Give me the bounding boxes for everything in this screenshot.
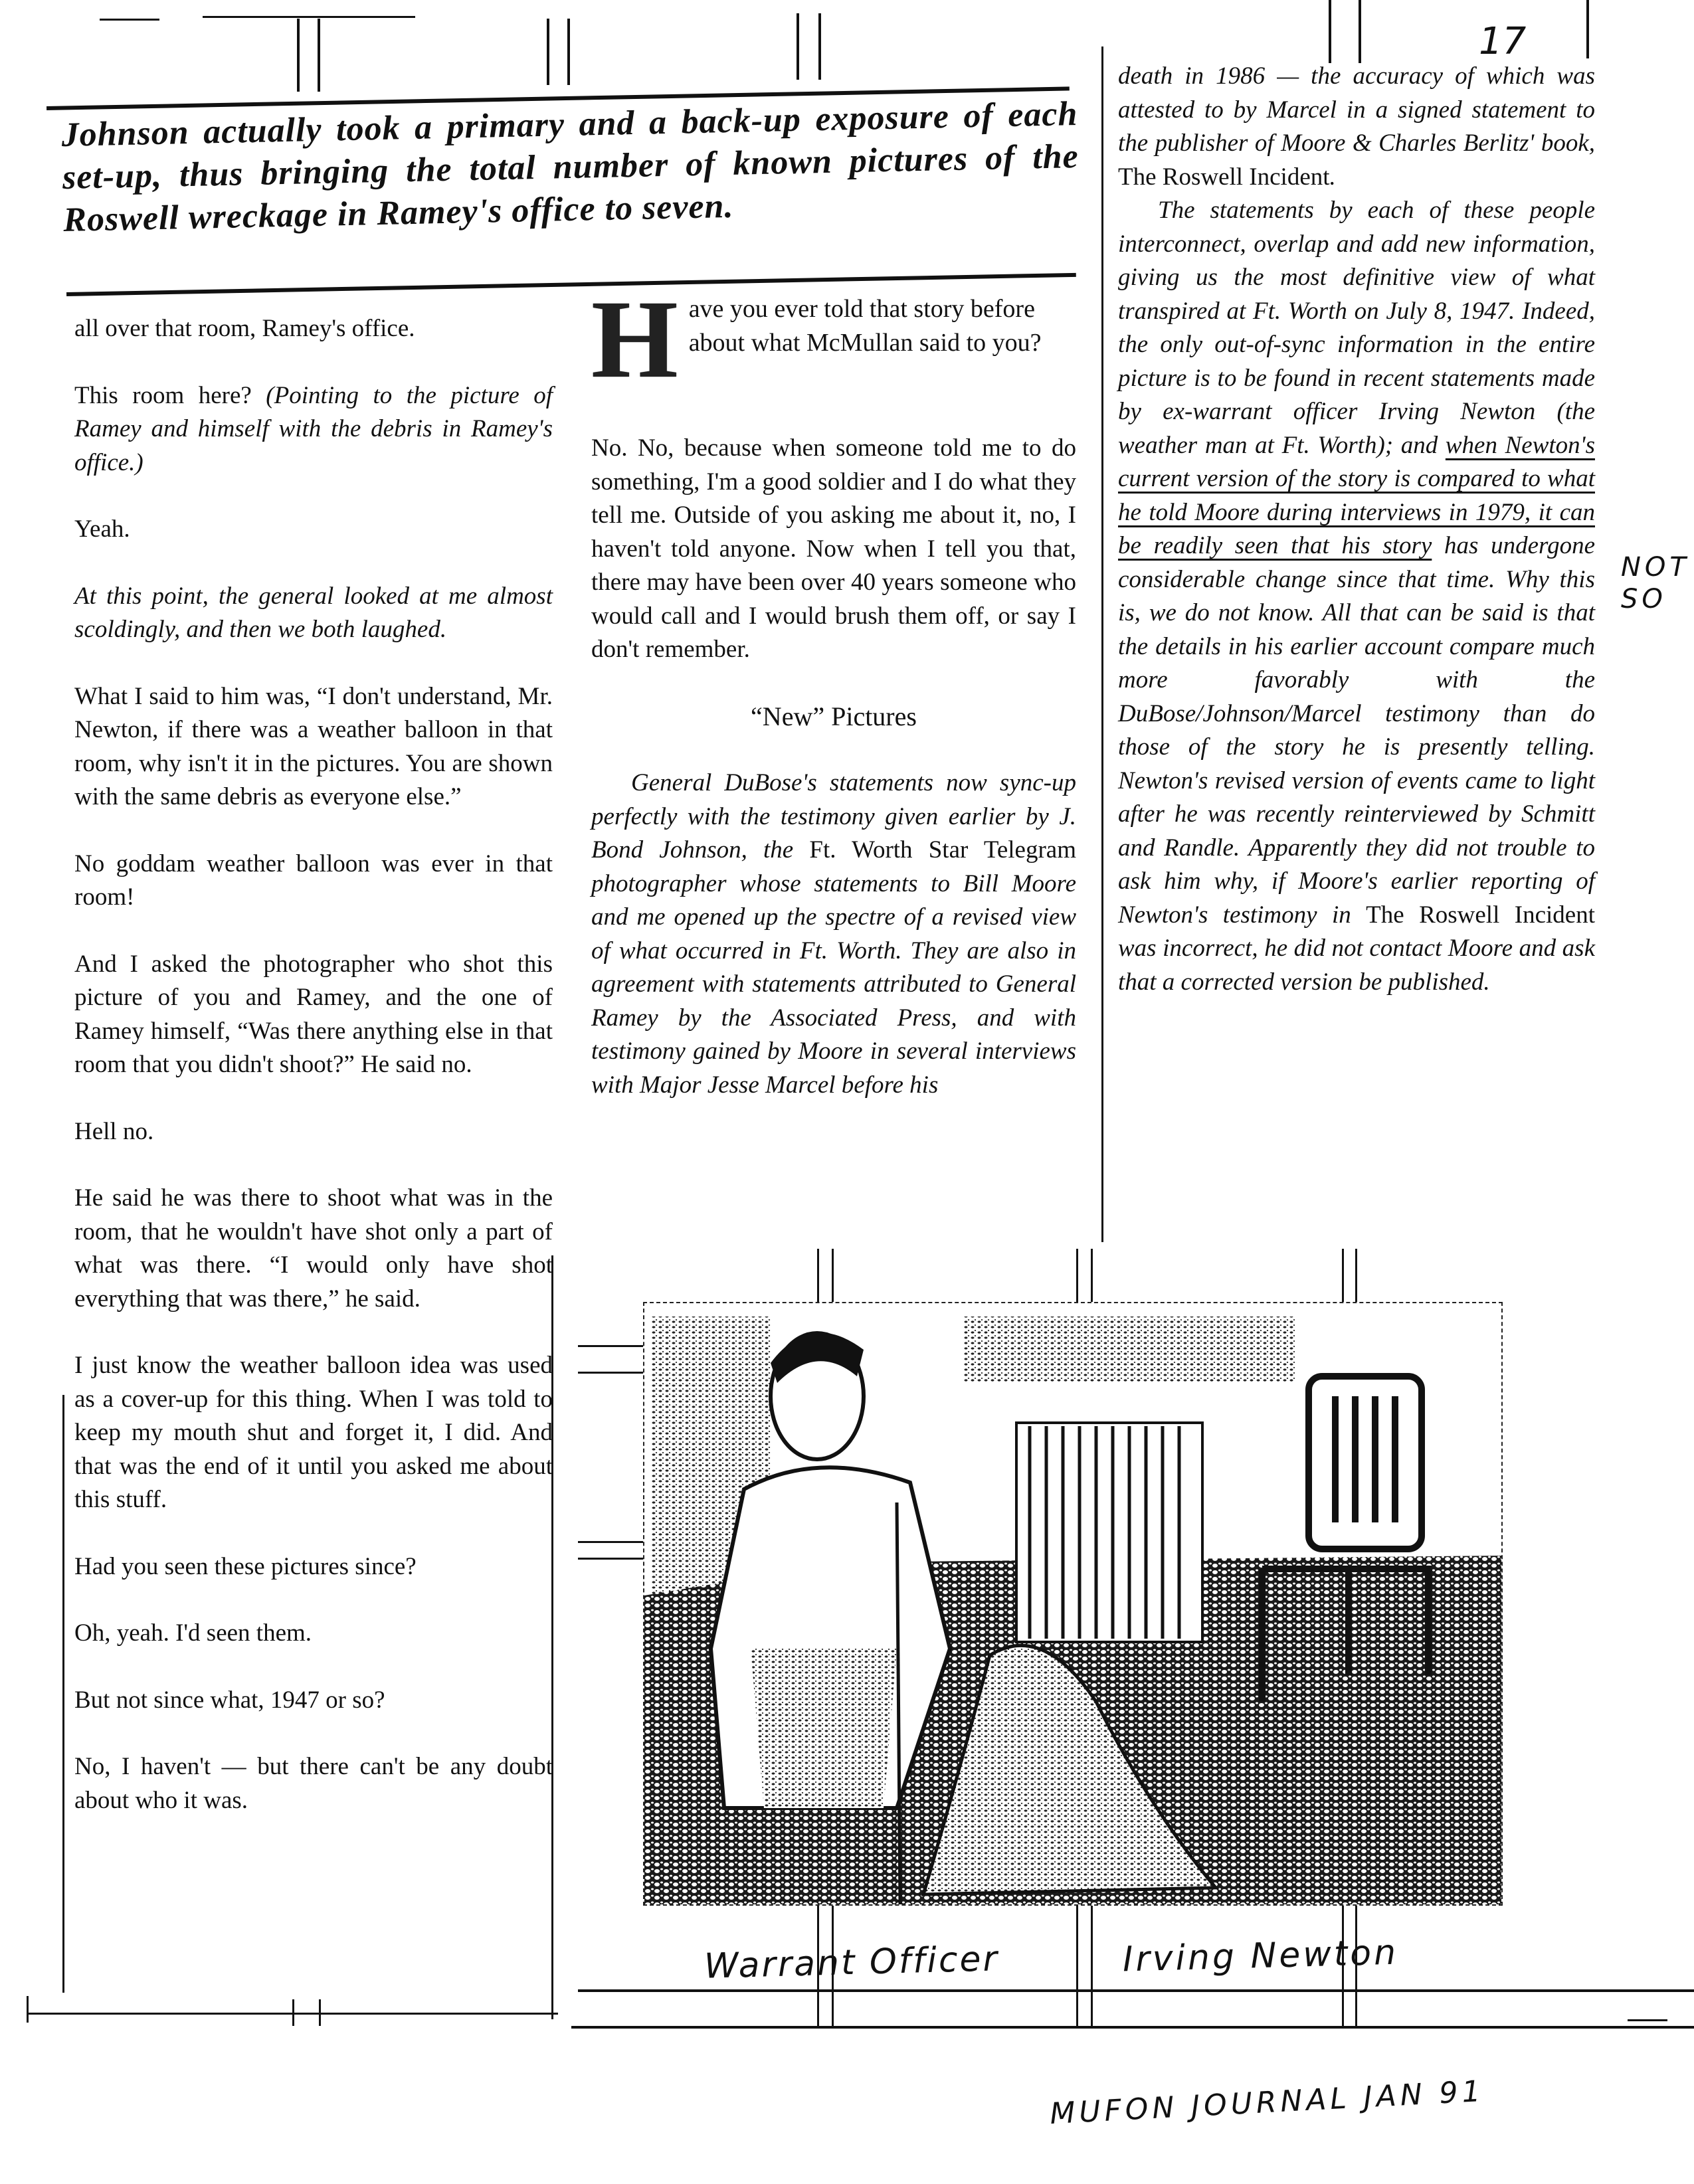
window — [963, 1317, 1295, 1383]
pasteup-rule — [578, 1989, 1694, 1992]
left-column — [74, 312, 553, 1851]
footer-source-handwritten: MUFON JOURNAL JAN 91 — [1049, 2074, 1485, 2132]
answer: No. No, because when someone told me to do something, I'm a good soldier and I do what they tell me. Outside of you asking me about it, no, I haven't told anyone. Now when I tell you that, there may have been over 40 years someone who would call and I would brush them off, or say I don't remember. — [591, 434, 1076, 663]
section-text: General DuBose's statements now sync-up perfectly with the testimony given earlier by J. Bond Johnson, the — [591, 769, 1076, 864]
paragraph-text: The statements by each of these people interconnect, overlap and add new information, giving us the most definitive view of what transpired at Ft. Worth on July 8, 1947. Indeed, the only out-of-sync information in the entire picture is to be found in recent statements made by ex-warrant officer Irving Newton (the weather man at Ft. Worth); and — [1118, 197, 1595, 459]
caption-handwritten-name: Irving Newton — [1122, 1932, 1399, 1980]
paragraph: I just know the weather balloon idea was used as a cover-up for this thing. When I was told to keep my mouth shut and forget it, I did. And that was the end of it until you asked me about this stuff. — [74, 1352, 553, 1513]
pasteup-mark — [578, 1541, 644, 1543]
column-divider — [62, 1395, 64, 1993]
caption-handwritten-title: Warrant Officer — [704, 1939, 1000, 1987]
pasteup-mark — [27, 1996, 29, 2023]
paragraph: No goddam weather balloon was ever in that room! — [74, 850, 553, 911]
pasteup-mark — [818, 13, 821, 80]
paragraph: No, I haven't — but there can't be any doubt about who it was. — [74, 1753, 553, 1814]
paragraph-italic: (Pointing to the picture of Ramey and himself with the debris in Ramey's office.) — [74, 381, 553, 476]
right-column — [1118, 60, 1595, 999]
pasteup-mark — [297, 19, 300, 92]
section-text: photographer whose statements to Bill Moore and me opened up the spectre of a revised view of what occurred in Ft. Worth. They are also in agreement with statements attributed to General Ramey by the Associated Press, and with testimony gained by Moore in several interviews with Major Jesse Marcel before his — [591, 869, 1076, 1099]
paragraph-text: has undergone considerable change since that time. Why this is, we do not know. All that can be said is that the details in his earlier account compare much more favorably with the DuBose/Johnson/Marcel testimony than do those of the story he is presently telling. Newton's revised version of events came to light after he was recently reinterviewed by Schmitt and Randle. Apparently they did not trouble to ask him why, if Moore's earlier reporting of Newton's testimony in — [1118, 532, 1595, 929]
pasteup-mark — [318, 19, 320, 92]
photo-newton-with-debris — [643, 1302, 1503, 1906]
paragraph — [1118, 60, 1595, 194]
column-divider — [1101, 46, 1103, 1242]
paragraph: At this point, the general looked at me almost scoldingly, and then we both laughed. — [74, 582, 553, 643]
halftone-photo — [644, 1303, 1501, 1904]
page-number-handwritten: 17 — [1479, 20, 1527, 63]
margin-note-line: NOT — [1621, 552, 1690, 583]
pasteup-mark — [1329, 0, 1331, 63]
pasteup-mark — [319, 1999, 321, 2026]
paragraph: Had you seen these pictures since? — [74, 1552, 417, 1580]
paragraph-text: . — [1329, 163, 1336, 191]
paragraph: He said he was there to shoot what was in the room, that he wouldn't have shot only a part of what was there. “I would only have shot everything that was there,” he said. — [74, 1184, 553, 1313]
paragraph: all over that room, Ramey's office. — [74, 315, 415, 342]
pasteup-mark — [100, 19, 159, 21]
paragraph: Yeah. — [74, 515, 130, 543]
section-paragraph — [591, 767, 1076, 1102]
paragraph-roman: This room here? — [74, 381, 266, 409]
newspaper-name: Ft. Worth Star Telegram — [809, 836, 1076, 864]
pasteup-mark — [578, 1345, 644, 1347]
pasteup-mark — [1628, 2019, 1667, 2021]
margin-note-line: SO — [1621, 584, 1667, 614]
paragraph: Hell no. — [74, 1117, 154, 1145]
pasteup-mark — [1359, 0, 1361, 63]
pasteup-mark — [203, 16, 415, 18]
paragraph: And I asked the photographer who shot this picture of you and Ramey, and the one of Ramey himself, “Was there anything else in that room that you didn't shoot?” He said no. — [74, 950, 553, 1078]
book-title: The Roswell Incident — [1366, 901, 1595, 929]
question — [591, 278, 1076, 401]
paragraph-text: death in 1986 — the accuracy of which was attested to by Marcel in a signed statement to the publisher of Moore & Charles Berlitz' book, — [1118, 62, 1595, 157]
pasteup-mark — [1586, 0, 1589, 58]
section-heading: “New” Pictures — [751, 701, 917, 731]
pasteup-rule — [571, 2026, 1694, 2029]
middle-column — [591, 278, 1076, 1135]
question-text: ave you ever told that story before about what McMullan said to you? — [688, 295, 1042, 357]
pasteup-mark — [567, 19, 570, 85]
pasteup-mark — [578, 1372, 644, 1374]
paragraph — [74, 379, 553, 480]
pasteup-mark — [292, 1999, 294, 2026]
radiator — [1016, 1423, 1202, 1642]
book-title: The Roswell Incident — [1118, 163, 1330, 191]
handwritten-underline-passage: when Newton's current version of the story is compared to what he told Moore during interviews in 1979, it can be readily seen that his story — [1118, 431, 1595, 559]
paragraph: Oh, yeah. I'd seen them. — [74, 1619, 312, 1647]
pull-quote: Johnson actually took a primary and a back-up exposure of each set-up, thus bringing the total number of known pictures of the Roswell wreckage in Ramey's office to seven. — [61, 94, 1080, 239]
paragraph: What I said to him was, “I don't understand, Mr. Newton, if there was a weather balloon in that room, why isn't it in the pictures. You are shown with the same debris as everyone else.” — [74, 682, 553, 810]
pasteup-mark — [797, 13, 799, 80]
paragraph: But not since what, 1947 or so? — [74, 1686, 385, 1714]
pasteup-mark — [578, 1558, 644, 1560]
paragraph-text: was incorrect, he did not contact Moore and ask that a corrected version be published. — [1118, 935, 1595, 996]
drop-cap: H — [591, 278, 678, 401]
pasteup-mark — [547, 19, 549, 85]
paragraph — [1118, 194, 1595, 999]
margin-note-handwritten — [1621, 551, 1690, 615]
